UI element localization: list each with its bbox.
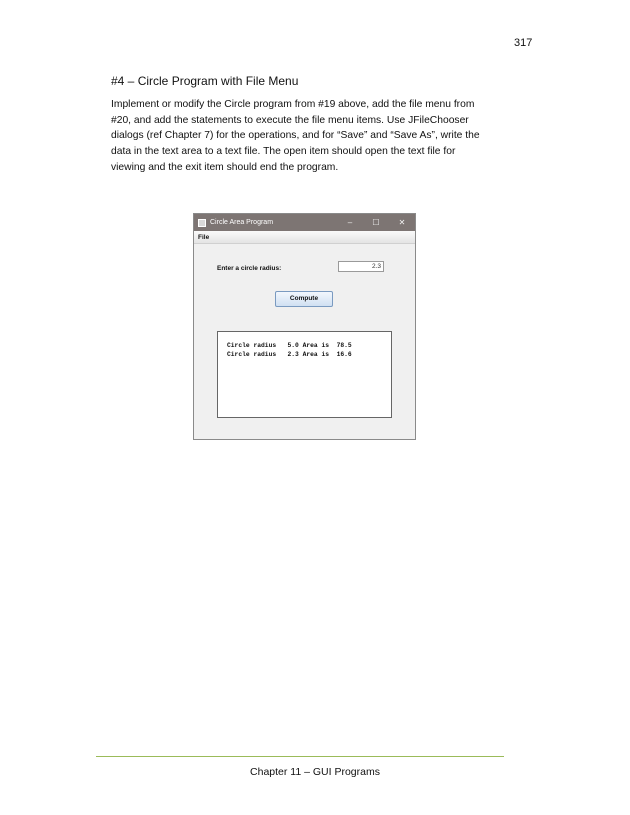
- radius-label: Enter a circle radius:: [217, 265, 282, 272]
- window-title: Circle Area Program: [210, 219, 274, 226]
- footer-chapter-title: Chapter 11 – GUI Programs: [250, 766, 380, 778]
- output-line: Circle radius 5.0 Area is 78.5: [227, 342, 352, 349]
- close-icon[interactable]: ✕: [398, 218, 406, 227]
- compute-button[interactable]: Compute: [275, 291, 333, 307]
- section-heading: #4 – Circle Program with File Menu: [111, 74, 299, 88]
- file-menu[interactable]: File: [198, 233, 210, 241]
- window-titlebar[interactable]: [194, 214, 415, 231]
- radius-input[interactable]: 2.3: [338, 261, 384, 272]
- circle-area-window: [193, 213, 416, 440]
- paragraph-line: data in the text area to a text file. The open item should open the text file for: [111, 146, 456, 158]
- maximize-icon[interactable]: ☐: [372, 218, 380, 227]
- minimize-icon[interactable]: –: [347, 218, 353, 227]
- paragraph-line: viewing and the exit item should end the program.: [111, 161, 339, 173]
- paragraph-line: dialogs (ref Chapter 7) for the operations, and for “Save” and “Save As”, write the: [111, 130, 480, 142]
- output-text-area[interactable]: [217, 331, 392, 418]
- page-number: 317: [514, 37, 533, 49]
- output-line: Circle radius 2.3 Area is 16.6: [227, 351, 352, 358]
- java-app-icon: [198, 219, 206, 227]
- footer-divider: [96, 756, 504, 757]
- paragraph-line: Implement or modify the Circle program from #19 above, add the file menu from: [111, 99, 475, 110]
- paragraph-line: #20, and add the statements to execute the file menu items. Use JFileChooser: [111, 114, 469, 126]
- menu-bar: [194, 231, 415, 244]
- instructions-paragraph: [111, 97, 506, 176]
